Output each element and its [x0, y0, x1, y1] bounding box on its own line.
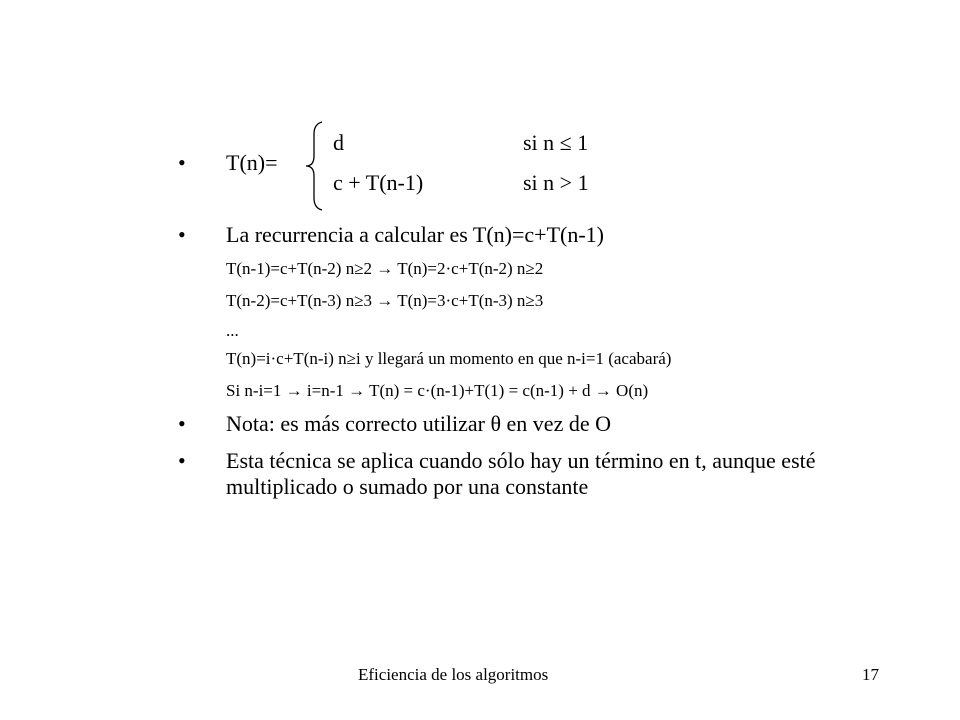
bullet-4: •: [178, 448, 186, 473]
bullet-3: •: [178, 411, 186, 436]
bullet-2: •: [178, 222, 186, 247]
page-number: 17: [862, 665, 879, 684]
step-general: T(n)=i·c+T(n-i) n≥i y llegará un momento en que n-i=1 (acabará): [226, 349, 672, 368]
case-1-value: d: [333, 130, 344, 155]
case-1-condition: si n ≤ 1: [523, 130, 589, 155]
footer-title: Eficiencia de los algoritmos: [358, 665, 549, 684]
step-2: T(n-2)=c+T(n-3) n≥3 → T(n)=3·c+T(n-3) n≥3: [226, 291, 544, 310]
technique-text: Esta técnica se aplica cuando sólo hay un término en t, aunque esté multiplicado o sumado por una constante: [226, 448, 816, 499]
step-ellipsis: ...: [226, 321, 239, 340]
left-brace-icon: [304, 120, 326, 212]
note-text: Nota: es más correcto utilizar θ en vez de O: [226, 411, 611, 436]
definition-label: T(n)=: [226, 150, 278, 175]
recurrence-intro: La recurrencia a calcular es T(n)=c+T(n-1): [226, 222, 605, 247]
step-1: T(n-1)=c+T(n-2) n≥2 → T(n)=2·c+T(n-2) n≥2: [226, 259, 544, 278]
case-2-value: c + T(n-1): [333, 170, 424, 195]
step-result: Si n-i=1 → i=n-1 → T(n) = c·(n-1)+T(1) = c(n-1) + d → O(n): [226, 381, 649, 400]
bullet-1: •: [178, 150, 186, 175]
case-2-condition: si n > 1: [523, 170, 589, 195]
